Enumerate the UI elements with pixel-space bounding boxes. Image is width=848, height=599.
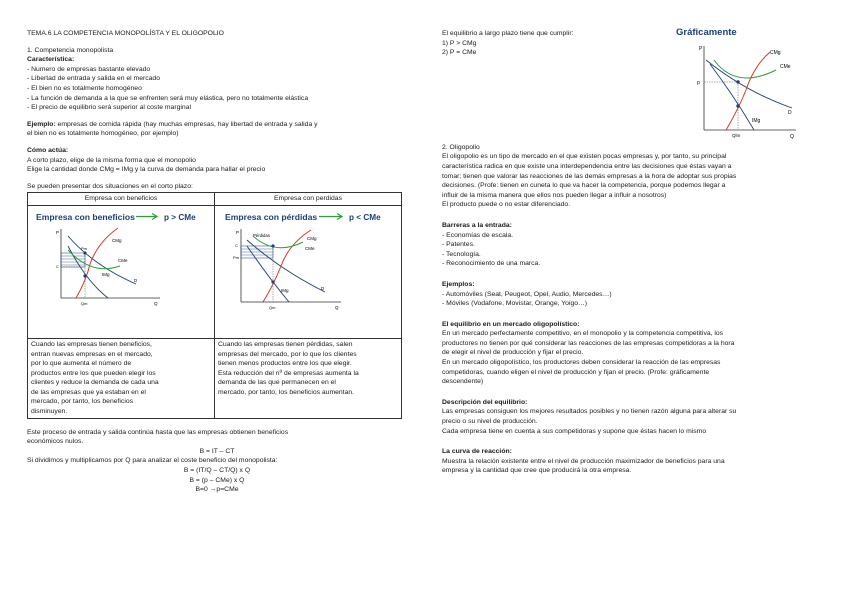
curve-label: D: [134, 277, 138, 283]
paragraph: Este proceso de entrada y salida continúa hasta que las empresas obtienen beneficios: [27, 428, 289, 436]
section-heading: 1. Competencia monopolista: [27, 46, 114, 54]
curve-label: IMg: [102, 271, 110, 277]
beneficios-chart: [28, 206, 214, 322]
table-header: Empresa con beneficios: [28, 193, 215, 206]
paragraph: El equilibrio a largo plazo tiene que cumplir:: [442, 30, 574, 37]
axis-label: Qlm: [732, 133, 741, 138]
condition: 1) P > CMg: [442, 39, 477, 47]
axis-label: Q: [154, 300, 158, 306]
equilibrio-heading: El equilibrio en un mercado oligopolístico:: [442, 320, 580, 328]
situations-table: [27, 192, 402, 418]
list-item: - Reconocimiento de una marca.: [442, 260, 541, 268]
point-label: Pm: [81, 245, 87, 251]
caracteristica-label: Característica:: [27, 56, 75, 64]
axis-label: Qm: [81, 300, 88, 306]
paragraph: Elige la cantidad donde CMg = IMg y la curva de demanda para hallar el precio: [27, 166, 266, 174]
axis-label: P: [56, 229, 60, 235]
long-run-chart: [696, 40, 806, 144]
cmg-curve: [726, 52, 770, 130]
point-label: C: [56, 263, 59, 269]
axis-label: Q: [790, 134, 794, 140]
list-item: - Móviles (Vodafone, Movistar, Orange, Yoigo…): [442, 300, 588, 308]
list-item: - Tecnología.: [442, 250, 481, 258]
ejemplo-text-2: el bien no es totalmente homogéneo, por ejemplo): [27, 130, 179, 138]
ejemplos-heading: Ejemplos:: [442, 280, 475, 288]
doc-title: TEMA.6 LA COMPETENCIA MONOPOLÍSTA Y EL OLIGOPOLIO: [27, 30, 224, 37]
como-actua-label: Cómo actúa:: [27, 146, 69, 154]
cme-curve: [714, 60, 776, 78]
paragraph: Se pueden presentar dos situaciones en el corto plazo:: [27, 182, 193, 190]
list-item: - Patentes.: [442, 241, 475, 249]
chart-title: Empresa con beneficios: [36, 211, 135, 222]
list-item: - El bien no es totalmente homogéneo: [27, 84, 142, 92]
descripcion-heading: Descripción del equilibrio:: [442, 398, 528, 406]
curve-label: CMe: [780, 64, 791, 70]
list-item: - El precio de equilibrio será superior al coste marginal: [27, 104, 191, 112]
equation: B = IT – CT: [199, 447, 235, 455]
axis-label: Q: [335, 304, 339, 310]
curve-label: CMe: [305, 245, 315, 251]
list-item: - Economías de escala.: [442, 231, 514, 239]
axis-label: p: [697, 80, 700, 86]
curve-label: CMg: [770, 50, 781, 56]
equation: B=0 →p=CMe: [195, 486, 239, 494]
barreras-heading: Barreras a la entrada:: [442, 221, 512, 229]
reaccion-heading: La curva de reacción:: [442, 448, 512, 456]
axis-label: P: [236, 229, 240, 235]
table-cell: Cuando las empresas tienen beneficios, entran nuevas empresas en el mercado, por lo que aumenta el número de productos entre los que pueden elegir los clientes y reduce la demanda de cada una de las empresas que ya estaban en el mercado, por tanto, los beneficios disminuyen.: [28, 338, 215, 418]
curve-label: D: [321, 285, 325, 291]
section-heading: 2. Oligopolio: [442, 143, 480, 151]
chart-title: Empresa con pérdidas: [225, 211, 318, 222]
table-cell: Cuando las empresas tienen pérdidas, salen empresas del mercado, por lo que los clientes tienen menos productos entre los que elegir. Esta reducción del nº de empresas aumenta la demanda de las que permanecen en el mercado, por tanto, los beneficios aumentan.: [215, 338, 402, 418]
curve-label: CMg: [307, 235, 317, 241]
left-column: [27, 29, 407, 495]
list-item: - Libertad de entrada y salida en el mercado: [27, 75, 160, 83]
curve-label: IMg: [281, 287, 289, 293]
condition: 2) P = CMe: [442, 49, 477, 57]
chart-cell-perdidas: [215, 205, 402, 338]
paragraph: A corto plazo, elige de la misma forma que el monopolio: [27, 156, 196, 164]
chart-result: p < CMe: [349, 212, 381, 222]
ejemplo-paragraph: [27, 120, 407, 130]
equation: B = (p – CMe) x Q: [189, 476, 245, 484]
curve-label: D: [788, 110, 792, 116]
table-header: Empresa con perdidas: [215, 193, 402, 206]
graficamente-title: Gráficamente: [676, 27, 737, 38]
curve-label: IMg: [752, 118, 761, 124]
paragraph: Si dividimos y multiplicamos por Q para analizar el coste beneficio del monopolista:: [27, 457, 278, 465]
arrow-icon: [136, 213, 157, 219]
list-item: - Automóviles (Seat, Peugeot, Opel, Audio, Mercedes…): [442, 290, 612, 298]
area-label: Pérdidas: [253, 232, 270, 238]
point-label: C: [235, 242, 238, 248]
axis-label: Qm: [269, 304, 276, 310]
paragraph: económicos nulos.: [27, 438, 84, 446]
list-item: - Numero de empresas bastante elevado: [27, 65, 151, 73]
chart-result: p > CMe: [164, 212, 196, 222]
ejemplo-label: Ejemplo:: [27, 120, 56, 128]
point-label: Pm: [233, 254, 239, 260]
curve-label: CMg: [112, 237, 122, 243]
curve-label: CMe: [118, 257, 128, 263]
right-column: El equilibrio a largo plazo tiene que cumplir: 1) P > CMg 2) P = CMe 2. Oligopolio El oligopolio es un tipo de mercado en el que existen pocas empresas y, por tanto, su principal característica radica en que existe una interdependencia entre las decisiones que éstas vayan a tomar; tienen que valorar las reacciones de las demás empresas a la hora de adoptar sus propias decisiones. (Profe: tienen en cuneta lo que va hacer la competencia, porque podemos llegar a influir de la misma manera que ellos nos pueden llegar a influir a nosotros) El producto puede o no estar diferenciado. Barreras a la entrada: - Economías de escala. - Patentes. - Tecnología. - Reconocimiento de una marca. Ejemplos: - Automóviles (Seat, Peugeot, Opel, Audio, Mercedes…) - Móviles (Vodafone, Movistar, Orange, Yoigo…) El equilibrio en un mercado oligopolístico: En un mercado perfectamente competitivo, en el monopolio y la competencia competitiva, los productores no tienen por qué considerar las reacciones de las empresas competidoras a la hora de elegir el nivel de producción y fijar el precio. En un mercado oligopolístico, los productores deben considerar la reacción de las empresas competidoras, cuando eligen el nivel de producción y fijan el precio. (Profe: gráficamente descendente) Descripción del equilibrio: Las empresas consiguen los mejores resultados posibles y no tienen razón alguna para alterar su precio o su nivel de producción. Cada empresa tiene en cuenta a sus competidoras y supone que éstas hacen lo mismo La curva de reacción: Muestra la relación existente entre el nivel de producción maximizador de beneficios para una empresa y la cantidad que cree que producirá la otra empresa.: [442, 29, 822, 476]
axis-label: P: [699, 46, 703, 52]
perdidas-chart: [215, 206, 401, 322]
equation: B = (IT/Q – CT/Q) x Q: [183, 467, 251, 475]
arrow-icon: [319, 213, 342, 219]
list-item: - La función de demanda a la que se enfrenten será muy elástica, pero no totalmente elástica: [27, 94, 309, 102]
chart-cell-beneficios: [28, 205, 215, 338]
ejemplo-text: empresas de comida rápida (hay muchas empresas, hay libertad de entrada y salida y: [55, 120, 318, 128]
